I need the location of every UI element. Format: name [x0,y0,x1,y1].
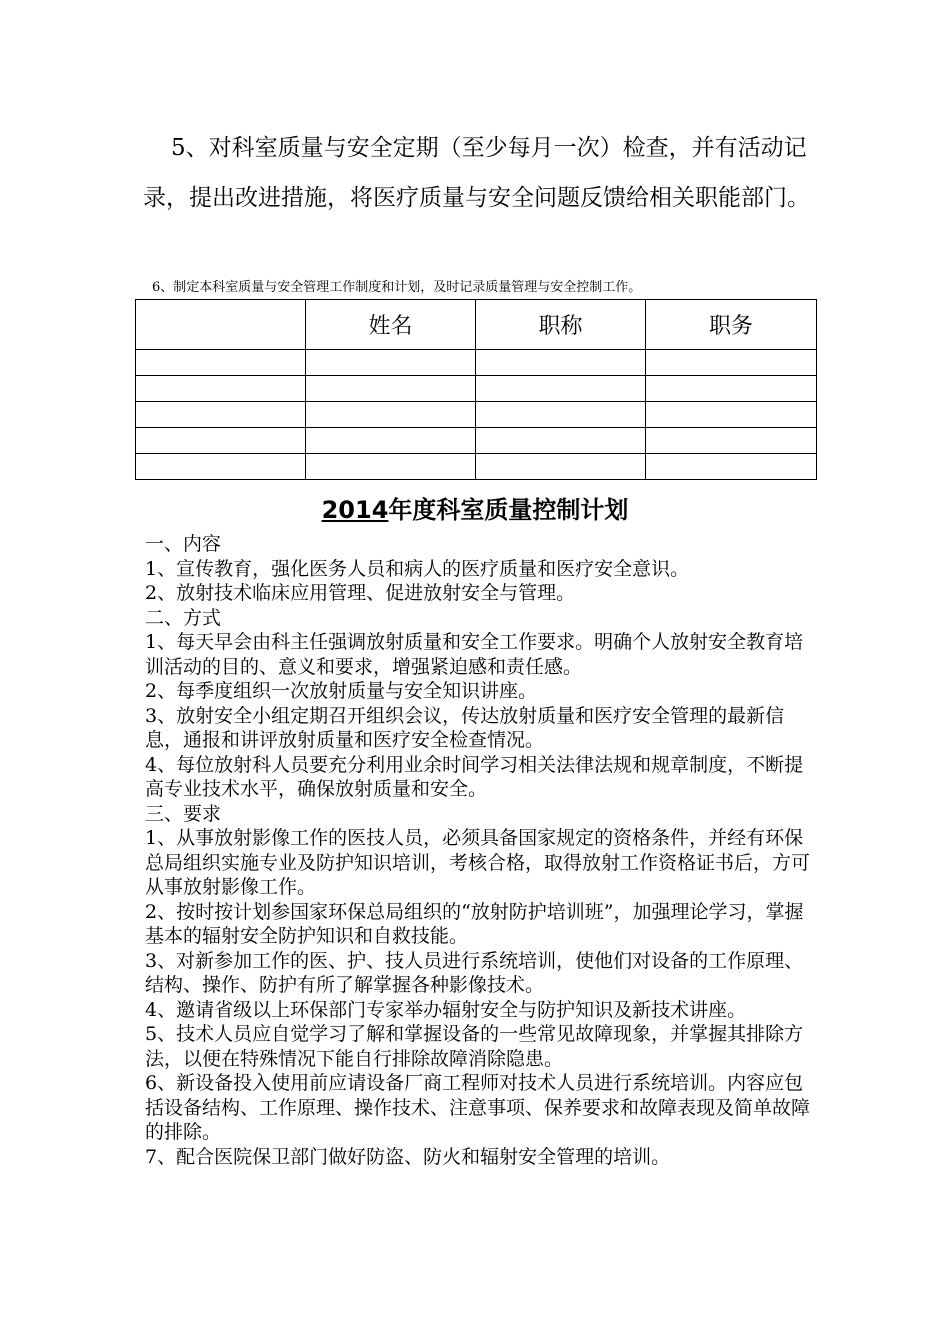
list-item: 2、每季度组织一次放射质量与安全知识讲座。 [145,680,538,702]
table-cell [476,376,646,402]
table-cell [306,376,476,402]
table-cell [476,454,646,480]
table-cell [646,376,817,402]
table-cell [646,454,817,480]
table-cell [646,428,817,454]
section-heading: 三、要求 [145,802,222,825]
list-item: 2、按时按计划参国家环保总局组织的“放射防护培训班”，加强理论学习，掌握基本的辐射安全防护知识和自救技能。 [145,900,804,947]
table-cell [306,454,476,480]
table-cell [646,402,817,428]
table-cell [306,402,476,428]
table-cell [306,428,476,454]
list-item: 6、新设备投入使用前应请设备厂商工程师对技术人员进行系统培训。内容应包括设备结构、工作原理、操作技术、注意事项、保养要求和故障表现及简单故障的排除。 [145,1072,811,1143]
plan-body [145,532,813,1169]
table-row [136,350,817,376]
list-item: 1、每天早会由科主任强调放射质量和安全工作要求。明确个人放射安全教育培训活动的目的、意义和要求，增强紧迫感和责任感。 [145,631,804,678]
list-item: 1、从事放射影像工作的医技人员，必须具备国家规定的资格条件，并经有环保总局组织实施专业及防护知识培训，考核合格，取得放射工作资格证书后，方可从事放射影像工作。 [145,827,811,898]
section-heading: 一、内容 [145,533,222,555]
table-cell [476,428,646,454]
table-row [136,402,817,428]
table-row [136,454,817,480]
plan-title-text: 年度科室质量控制计划 [388,496,629,524]
table-cell [476,350,646,376]
staff-table [135,299,817,480]
table-cell [476,402,646,428]
table-header-row [136,300,817,350]
table-cell [306,350,476,376]
section-heading: 二、方式 [145,606,222,629]
list-item: 4、每位放射科人员要充分利用业余时间学习相关法律法规和规章制度，不断提高专业技术水平，确保放射质量和安全。 [145,753,804,800]
table-header-name: 姓名 [306,300,476,350]
plan-title [0,490,950,525]
table-cell [646,350,817,376]
table-header-cell [136,300,306,350]
table-cell [136,402,306,428]
intro-item-6: 6、制定本科室质量与安全管理工作制度和计划，及时记录质量管理与安全控制工作。 [152,280,642,295]
table-row [136,428,817,454]
table-header-title: 职称 [476,300,646,350]
plan-title-year: 2014 [321,496,389,524]
table-cell [136,350,306,376]
list-item: 2、放射技术临床应用管理、促进放射安全与管理。 [145,582,576,604]
list-item: 3、对新参加工作的医、护、技人员进行系统培训，使他们对设备的工作原理、结构、操作、防护有所了解掌握各种影像技术。 [145,949,804,996]
list-item: 5、技术人员应自觉学习了解和掌握设备的一些常见故障现象，并掌握其排除方法，以便在特殊情况下能自行排除故障消除隐患。 [145,1023,804,1070]
table-cell [136,428,306,454]
table-row [136,376,817,402]
list-item: 3、放射安全小组定期召开组织会议，传达放射质量和医疗安全管理的最新信息，通报和讲评放射质量和医疗安全检查情况。 [145,704,785,751]
table-cell [136,376,306,402]
table-header-position: 职务 [646,300,817,350]
table-cell [136,454,306,480]
list-item: 1、宣传教育，强化医务人员和病人的医疗质量和医疗安全意识。 [145,557,690,580]
intro-item-5: 5、对科室质量与安全定期（至少每月一次）检查，并有活动记录，提出改进措施，将医疗质量与安全问题反馈给相关职能部门。 [143,135,810,211]
list-item: 7、配合医院保卫部门做好防盗、防火和辐射安全管理的培训。 [145,1145,671,1168]
list-item: 4、邀请省级以上环保部门专家举办辐射安全与防护知识及新技术讲座。 [145,998,747,1021]
